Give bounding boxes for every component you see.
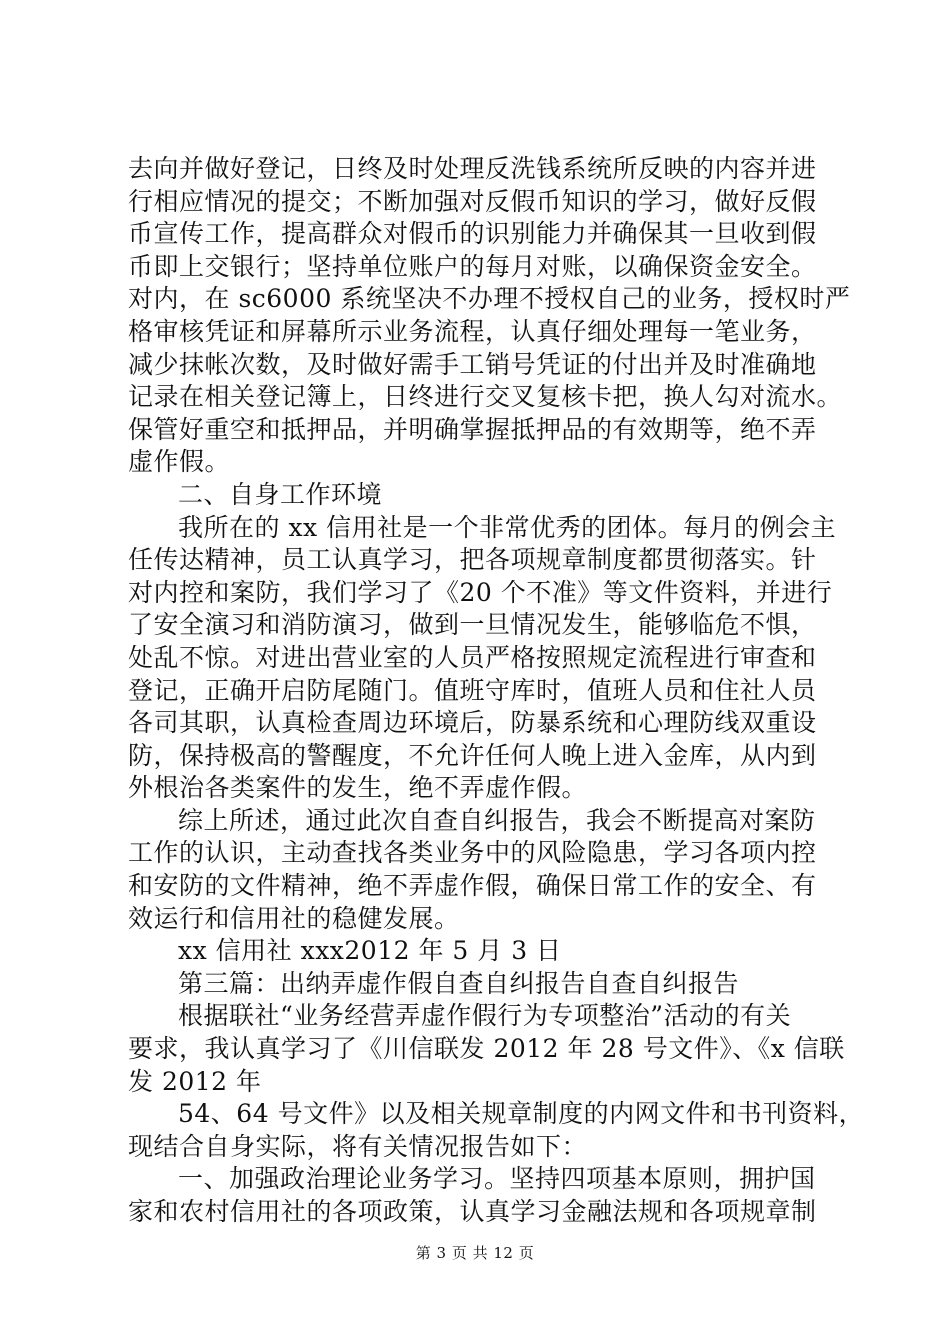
text-line: 币宣传工作，提高群众对假币的识别能力并确保其一旦收到假 bbox=[128, 219, 817, 249]
page-footer: 第 3 页 共 12 页 bbox=[415, 1244, 535, 1262]
text-line: 登记，正确开启防尾随门。值班守库时，值班人员和住社人员 bbox=[128, 675, 817, 705]
text-line: 一、加强政治理论业务学习。坚持四项基本原则，拥护国 bbox=[178, 1164, 816, 1194]
text-line: 格审核凭证和屏幕所示业务流程，认真仔细处理每一笔业务， bbox=[128, 316, 817, 346]
text-line: xx 信用社 xxx2012 年 5 月 3 日 bbox=[178, 936, 562, 966]
text-line: 外根治各类案件的发生，绝不弄虚作假。 bbox=[128, 773, 588, 803]
text-line: 了安全演习和消防演习，做到一旦情况发生，能够临危不惧， bbox=[128, 610, 817, 640]
text-line: 处乱不惊。对进出营业室的人员严格按照规定流程进行审查和 bbox=[128, 642, 817, 672]
text-line: 现结合自身实际，将有关情况报告如下： bbox=[128, 1131, 588, 1161]
text-line: 对内，在 sc6000 系统坚决不办理不授权自己的业务，授权时严 bbox=[128, 284, 851, 314]
text-line: 要求，我认真学习了《川信联发 2012 年 28 号文件》、《x 信联 bbox=[128, 1034, 845, 1064]
text-line: 行相应情况的提交；不断加强对反假币知识的学习，做好反假 bbox=[128, 186, 817, 216]
text-line: 54、64 号文件》以及相关规章制度的内网文件和书刊资料， bbox=[178, 1099, 865, 1129]
text-line: 效运行和信用社的稳健发展。 bbox=[128, 903, 460, 933]
text-line: 币即上交银行；坚持单位账户的每月对账，以确保资金安全。 bbox=[128, 251, 817, 281]
text-line: 工作的认识，主动查找各类业务中的风险隐患，学习各项内控 bbox=[128, 838, 817, 868]
text-line: 我所在的 xx 信用社是一个非常优秀的团体。每月的例会主 bbox=[178, 512, 837, 542]
text-line: 保管好重空和抵押品，并明确掌握抵押品的有效期等，绝不弄 bbox=[128, 414, 817, 444]
document-body bbox=[128, 153, 865, 1229]
text-line: 发 2012 年 bbox=[128, 1066, 262, 1096]
text-line: 对内控和案防，我们学习了《20 个不准》等文件资料，并进行 bbox=[128, 577, 833, 607]
text-line: 减少抹帐次数，及时做好需手工销号凭证的付出并及时准确地 bbox=[128, 349, 817, 379]
text-line: 各司其职，认真检查周边环境后，防暴系统和心理防线双重设 bbox=[128, 708, 817, 738]
text-line: 去向并做好登记，日终及时处理反洗钱系统所反映的内容并进 bbox=[128, 154, 817, 183]
text-line: 任传达精神，员工认真学习，把各项规章制度都贯彻落实。针 bbox=[128, 545, 817, 575]
text-line: 家和农村信用社的各项政策，认真学习金融法规和各项规章制 bbox=[128, 1197, 817, 1226]
text-line: 综上所述，通过此次自查自纠报告，我会不断提高对案防 bbox=[178, 805, 816, 835]
text-line: 记录在相关登记簿上，日终进行交叉复核卡把，换人勾对流水。 bbox=[128, 382, 843, 412]
text-line: 和安防的文件精神，绝不弄虚作假，确保日常工作的安全、有 bbox=[128, 871, 817, 901]
text-line: 虚作假。 bbox=[128, 447, 231, 477]
text-line: 二、自身工作环境 bbox=[178, 479, 383, 509]
text-line: 防，保持极高的警醒度，不允许任何人晚上进入金库，从内到 bbox=[128, 740, 817, 770]
text-line: 根据联社“业务经营弄虚作假行为专项整治”活动的有关 bbox=[178, 1001, 792, 1031]
text-line: 第三篇：出纳弄虚作假自查自纠报告自查自纠报告 bbox=[178, 968, 740, 998]
